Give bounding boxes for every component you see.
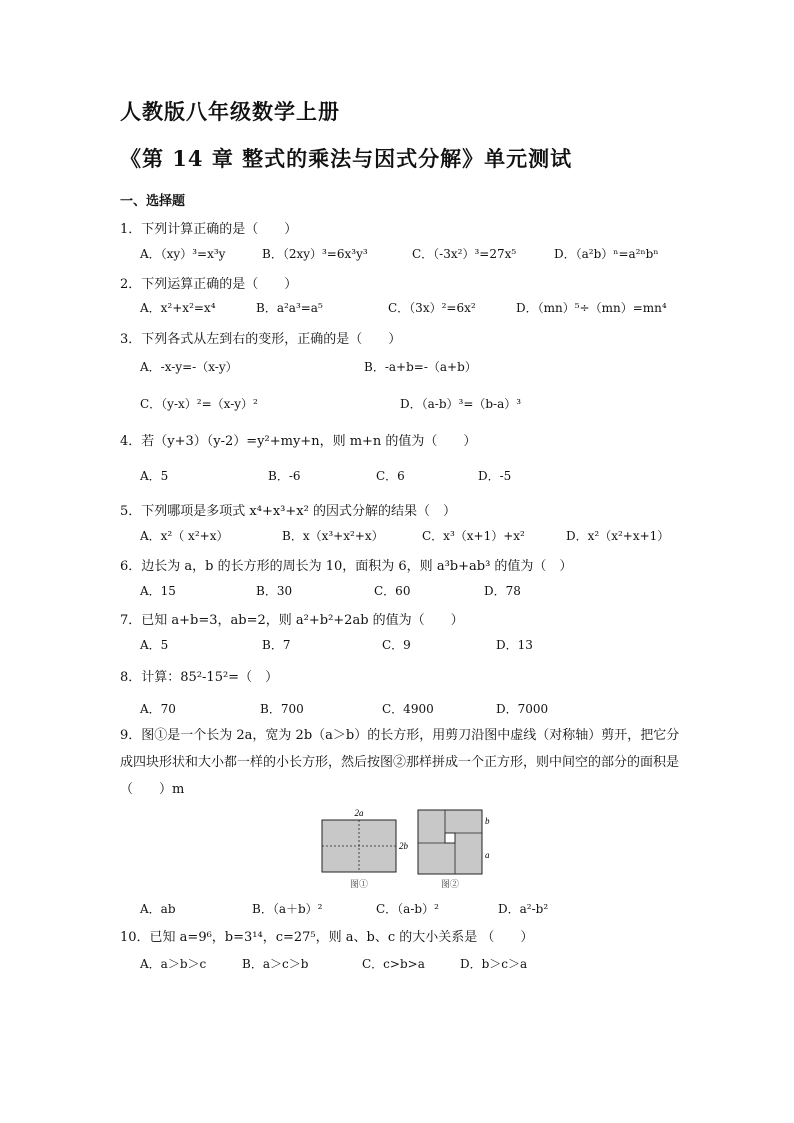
option-1d: D．（a²b）ⁿ=a²ⁿbⁿ — [554, 247, 659, 261]
option-1b: B．（2xy）³=6x³y³ — [262, 247, 368, 261]
option-7b: B．7 — [262, 638, 291, 652]
option-2c: C．（3x）²=6x² — [388, 301, 476, 315]
option-2a: A．x²+x²=x⁴ — [140, 301, 216, 315]
option-3a: A．-x-y=-（x-y） — [140, 360, 238, 374]
option-10a: A．a＞b＞c — [140, 957, 207, 971]
option-8b: B．700 — [260, 702, 304, 716]
option-7c: C．9 — [382, 638, 411, 652]
figure1-caption: 图① — [349, 880, 369, 890]
option-8c: C．4900 — [382, 702, 434, 716]
figure-svg — [318, 806, 498, 892]
option-6b: B．30 — [256, 584, 293, 598]
question-4: 4．若（y+3）（y-2）=y²+my+n，则 m+n 的值为（ ） — [120, 434, 477, 449]
option-3c: C．（y-x）²=（x-y）² — [140, 397, 258, 411]
option-10c: C．c>b>a — [362, 957, 425, 971]
question-1: 1．下列计算正确的是（ ） — [120, 222, 298, 237]
option-2b: B．a²a³=a⁵ — [256, 301, 323, 315]
figure1-label-2a: 2a — [354, 808, 364, 818]
option-4d: D．-5 — [478, 469, 512, 483]
question-3: 3．下列各式从左到右的变形，正确的是（ ） — [120, 332, 402, 347]
figure2-label-a: a — [485, 850, 490, 860]
question-2: 2．下列运算正确的是（ ） — [120, 277, 298, 292]
question-6: 6．边长为 a，b 的长方形的周长为 10，面积为 6，则 a³b+ab³ 的值为（ ） — [120, 559, 573, 574]
question-8: 8．计算：85²-15²=（ ） — [120, 670, 279, 685]
option-9d: D．a²-b² — [498, 902, 549, 916]
option-7a: A．5 — [140, 638, 169, 652]
question-5: 5．下列哪项是多项式 x⁴+x³+x² 的因式分解的结果（ ） — [120, 504, 456, 519]
option-4b: B．-6 — [268, 469, 301, 483]
section-heading: 一、选择题 — [120, 194, 186, 209]
question-9: 9．图①是一个长为 2a，宽为 2b（a＞b）的长方形，用剪刀沿图中虚线（对称轴）剪开，把它分成四块形状和大小都一样的小长方形，然后按图②那样拼成一个正方形，则中间空的部分的面积是（ ）m — [120, 728, 680, 797]
figure2-caption: 图② — [440, 880, 460, 890]
option-6d: D．78 — [484, 584, 521, 598]
option-6c: C．60 — [374, 584, 411, 598]
option-4a: A．5 — [140, 469, 169, 483]
option-8a: A．70 — [140, 702, 176, 716]
option-8d: D．7000 — [496, 702, 549, 716]
option-5b: B．x（x³+x²+x） — [282, 529, 384, 543]
option-2d: D．（mn）⁵÷（mn）=mn⁴ — [516, 301, 667, 315]
option-5d: D．x²（x²+x+1） — [566, 529, 670, 543]
option-9b: B．（a＋b）² — [252, 902, 323, 916]
chapter-title: 《第 14 章 整式的乘法与因式分解》单元测试 — [120, 146, 573, 171]
option-3b: B．-a+b=-（a+b） — [364, 360, 477, 374]
question-10: 10．已知 a=9⁶，b=3¹⁴，c=27⁵，则 a、b、c 的大小关系是 （ ） — [120, 930, 534, 945]
option-4c: C．6 — [376, 469, 405, 483]
option-6a: A．15 — [140, 584, 176, 598]
option-9a: A．ab — [140, 902, 176, 916]
option-10b: B．a＞c＞b — [242, 957, 309, 971]
figure1-label-2b: 2b — [399, 841, 408, 851]
option-3d: D．（a-b）³=（b-a）³ — [400, 397, 522, 411]
question-7: 7．已知 a+b=3，ab=2，则 a²+b²+2ab 的值为（ ） — [120, 613, 464, 628]
option-5a: A．x²（ x²+x） — [140, 529, 229, 543]
document-title: 人教版八年级数学上册 — [120, 99, 340, 124]
option-9c: C．（a-b）² — [376, 902, 439, 916]
option-5c: C．x³（x+1）+x² — [422, 529, 525, 543]
option-1c: C．（-3x²）³=27x⁵ — [412, 247, 517, 261]
figure2-label-b: b — [485, 816, 490, 826]
option-10d: D．b＞c＞a — [460, 957, 528, 971]
figure-rectangles — [318, 806, 498, 892]
figure2-center-hole — [445, 833, 455, 843]
option-1a: A．（xy）³=x³y — [140, 247, 226, 261]
option-7d: D．13 — [496, 638, 533, 652]
